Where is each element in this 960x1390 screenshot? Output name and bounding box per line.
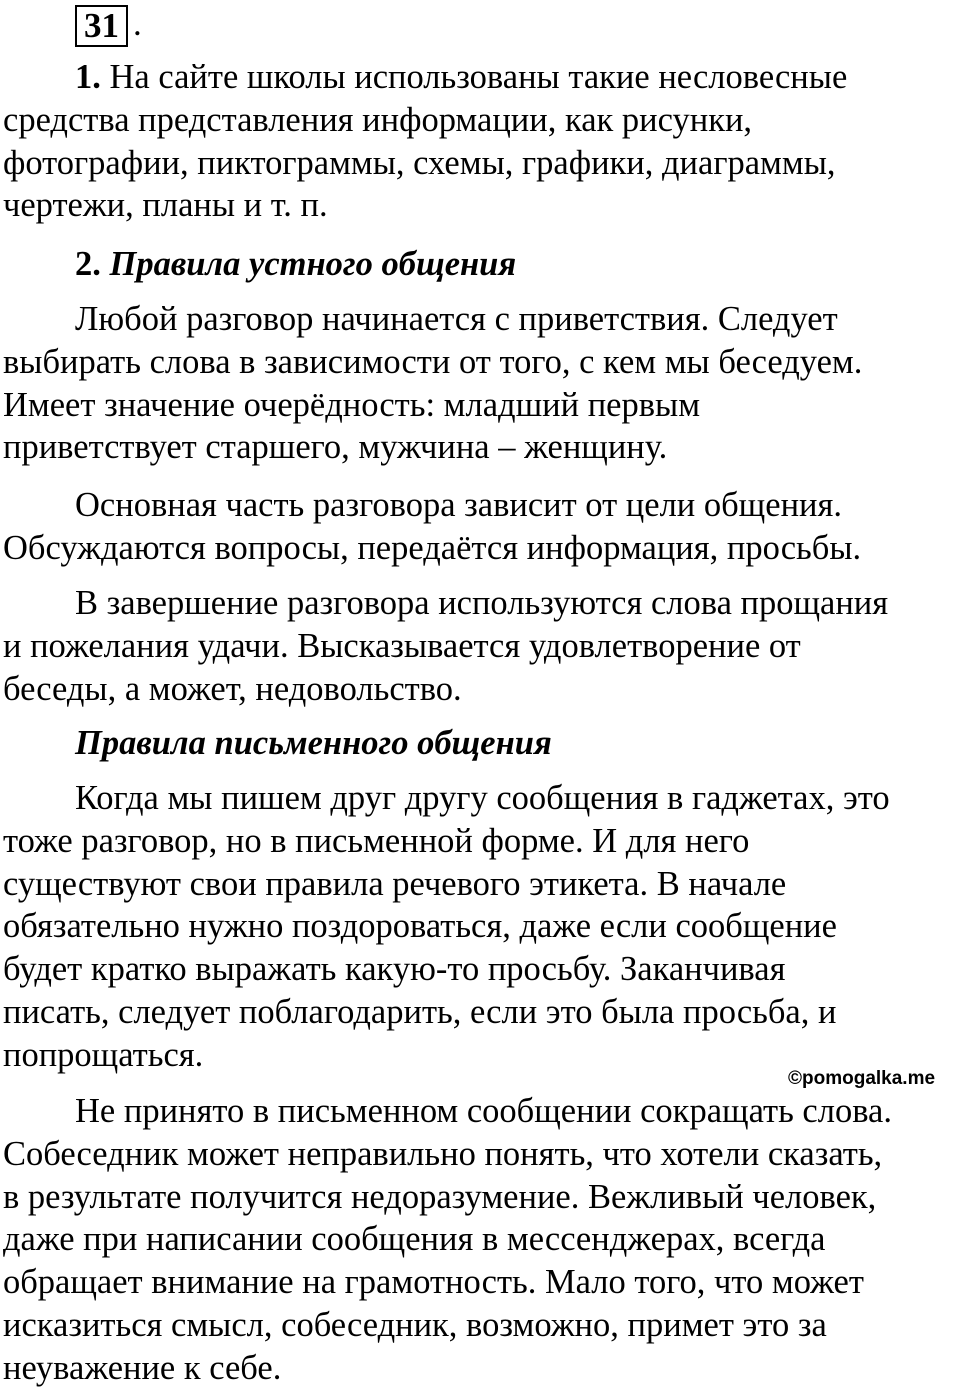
paragraph-1-line-4: чертежи, планы и т. п. bbox=[3, 186, 328, 225]
paragraph-6-line-5: обращает внимание на грамотность. Мало того, что может bbox=[3, 1263, 864, 1302]
heading-written-rules bbox=[3, 722, 552, 765]
paragraph-4 bbox=[3, 582, 888, 710]
watermark: ©pomogalka.me bbox=[788, 1068, 936, 1089]
paragraph-5-line-6: писать, следует поблагодарить, если это была просьба, и bbox=[3, 992, 837, 1031]
paragraph-5 bbox=[3, 777, 890, 1077]
paragraph-1-line-2: средства представления информации, как рисунки, bbox=[3, 100, 753, 139]
paragraph-2 bbox=[3, 298, 862, 469]
paragraph-3-line-1: Основная часть разговора зависит от цели общения. bbox=[75, 486, 842, 524]
paragraph-2-line-4: приветствует старшего, мужчина – женщину. bbox=[3, 428, 668, 467]
paragraph-4-line-2: и пожелания удачи. Высказывается удовлетворение от bbox=[3, 626, 801, 665]
paragraph-3-line-2: Обсуждаются вопросы, передаётся информация, просьбы. bbox=[3, 528, 862, 567]
paragraph-5-line-4: обязательно нужно поздороваться, даже если сообщение bbox=[3, 907, 837, 946]
paragraph-6-line-6: исказиться смысл, собеседник, возможно, примет это за bbox=[3, 1305, 827, 1344]
paragraph-2-line-1: Любой разговор начинается с приветствия. Следует bbox=[75, 300, 838, 338]
heading-oral-rules-title: Правила устного общения bbox=[109, 245, 517, 283]
paragraph-6-line-3: в результате получится недоразумение. Вежливый человек, bbox=[3, 1177, 877, 1216]
paragraph-1 bbox=[3, 56, 847, 227]
paragraph-4-line-1: В завершение разговора используются слова прощания bbox=[75, 584, 889, 622]
paragraph-5-line-2: тоже разговор, но в письменной форме. И для него bbox=[3, 821, 750, 860]
paragraph-2-line-3: Имеет значение очерёдность: младший первым bbox=[3, 385, 701, 424]
paragraph-1-line-1: На сайте школы использованы такие несловесные bbox=[100, 58, 848, 96]
paragraph-2-line-2: выбирать слова в зависимости от того, с кем мы беседуем. bbox=[3, 342, 863, 381]
task-number-dot: . bbox=[133, 4, 142, 43]
paragraph-5-line-3: существуют свои правила речевого этикета. В начале bbox=[3, 864, 787, 903]
paragraph-6-line-2: Собеседник может неправильно понять, что хотели сказать, bbox=[3, 1134, 883, 1173]
paragraph-6 bbox=[3, 1090, 892, 1390]
heading-written-rules-title: Правила письменного общения bbox=[75, 724, 552, 762]
paragraph-5-line-1: Когда мы пишем друг другу сообщения в гаджетах, это bbox=[75, 779, 890, 817]
paragraph-1-line-3: фотографии, пиктограммы, схемы, графики, диаграммы, bbox=[3, 143, 836, 182]
paragraph-6-line-1: Не принято в письменном сообщении сокращать слова. bbox=[75, 1092, 892, 1130]
paragraph-5-line-5: будет кратко выражать какую-то просьбу. Заканчивая bbox=[3, 950, 786, 989]
paragraph-6-line-4: даже при написании сообщения в мессенджерах, всегда bbox=[3, 1220, 826, 1259]
task-number: 31 bbox=[84, 6, 119, 45]
heading-oral-rules bbox=[3, 243, 516, 286]
paragraph-4-line-3: беседы, а может, недовольство. bbox=[3, 669, 462, 708]
task-number-box bbox=[75, 5, 128, 47]
item-1-marker: 1. bbox=[75, 58, 101, 96]
item-2-marker: 2. bbox=[75, 245, 101, 283]
paragraph-3 bbox=[3, 484, 861, 570]
paragraph-5-line-7: попрощаться. bbox=[3, 1035, 204, 1074]
paragraph-6-line-7: неуважение к себе. bbox=[3, 1348, 282, 1387]
